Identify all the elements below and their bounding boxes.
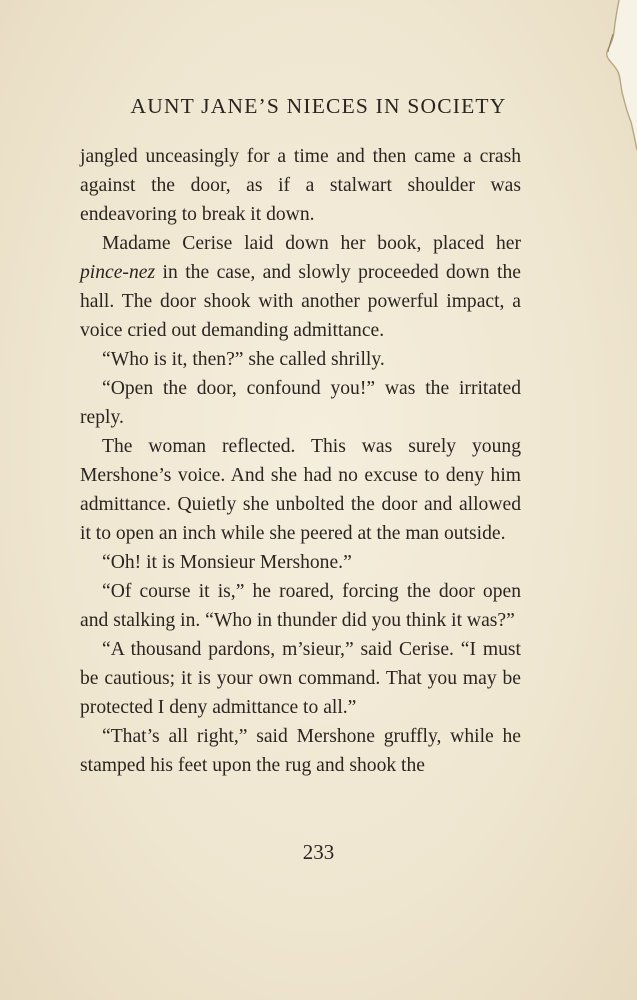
paragraph: jangled unceasingly for a time and then came a crash against the door, as if a stalwart shoulder was endeavoring to break it down. bbox=[80, 146, 521, 225]
paragraph: The woman reflected. This was surely young Mershone’s voice. And she had no excuse to deny him admittance. Quietly she unbolted the door and allowed it to open an inch while she peered at the man outside. bbox=[80, 436, 521, 544]
text-run: Madame Cerise laid down her book, placed her bbox=[102, 233, 521, 254]
paragraph: “A thousand pardons, m’sieur,” said Cerise. “I must be cautious; it is your own command. That you may be protected I deny admittance to all.” bbox=[80, 639, 521, 718]
paragraph: “Oh! it is Monsieur Mershone.” bbox=[102, 552, 352, 573]
paragraph: “Open the door, confound you!” was the irritated reply. bbox=[80, 378, 521, 428]
italic-term: pince-nez bbox=[80, 262, 156, 283]
torn-corner bbox=[557, 0, 637, 170]
paragraph: “Of course it is,” he roared, forcing the door open and stalking in. “Who in thunder did you think it was?” bbox=[80, 581, 521, 631]
text-run: in the case, and slowly proceeded down the hall. The door shook with another powerful impact, a voice cried out demanding admittance. bbox=[80, 262, 521, 341]
paragraph bbox=[80, 229, 521, 345]
paragraph: “That’s all right,” said Mershone gruffly, while he stamped his feet upon the rug and shook the bbox=[80, 726, 521, 776]
page-number: 233 bbox=[302, 840, 335, 864]
running-header: AUNT JANE’S NIECES IN SOCIETY bbox=[130, 94, 507, 118]
body-text bbox=[80, 142, 521, 780]
paragraph: “Who is it, then?” she called shrilly. bbox=[102, 349, 385, 370]
